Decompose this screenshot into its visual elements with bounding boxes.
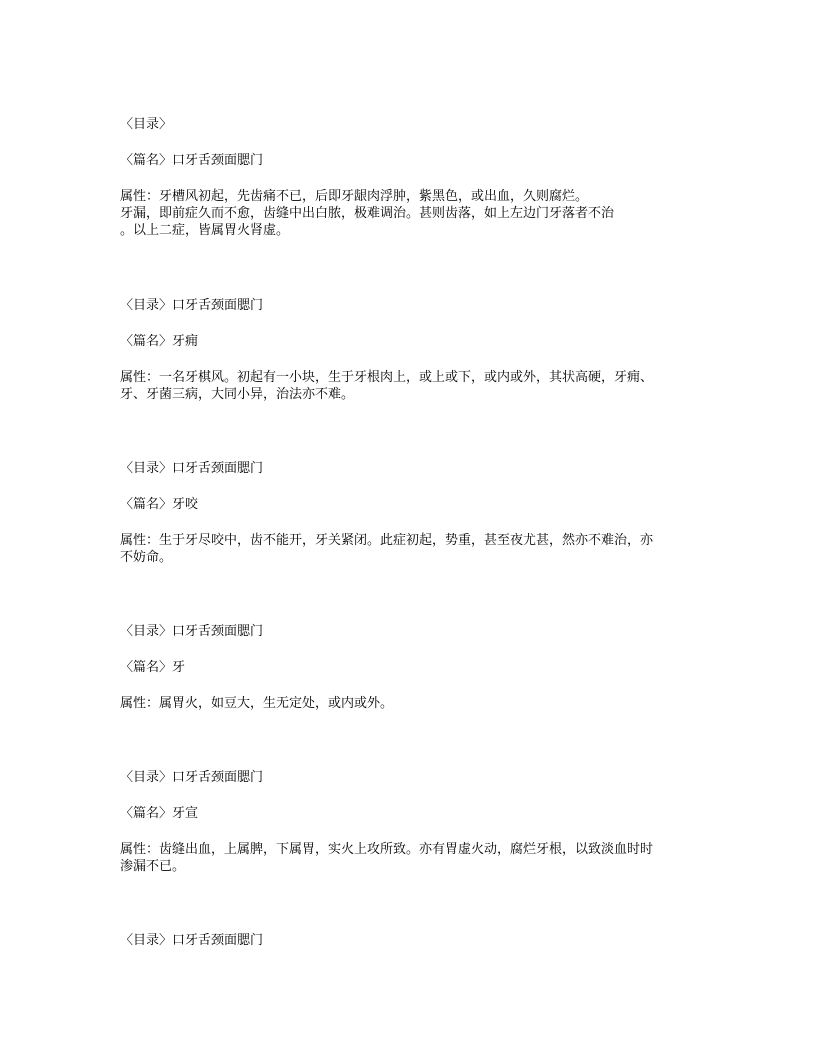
- attribute-line: 渗漏不已。: [120, 859, 186, 874]
- toc-heading: 〈目录〉口牙舌颈面腮门: [120, 298, 264, 313]
- attribute-line: 属性：齿缝出血，上属脾，下属胃，实火上攻所致。亦有胃虚火动，腐烂牙根，以致淡血时时: [120, 842, 654, 857]
- attribute-line: 属性：生于牙尽咬中，齿不能开，牙关紧闭。此症初起，势重，甚至夜尤甚，然亦不难治，亦: [120, 533, 654, 548]
- toc-heading: 〈目录〉口牙舌颈面腮门: [120, 461, 264, 476]
- section-title: 〈篇名〉口牙舌颈面腮门: [120, 153, 264, 168]
- toc-heading: 〈目录〉口牙舌颈面腮门: [120, 624, 264, 639]
- attribute-line: 牙、牙菌三病，大同小异，治法亦不难。: [120, 387, 355, 402]
- toc-heading: 〈目录〉: [120, 117, 173, 132]
- toc-heading: 〈目录〉口牙舌颈面腮门: [120, 933, 264, 948]
- section-title: 〈篇名〉牙: [120, 660, 186, 675]
- section-title: 〈篇名〉牙痈: [120, 334, 199, 349]
- attribute-line: 属性：牙槽风初起，先齿痛不已，后即牙龈肉浮肿，紫黑色，或出血，久则腐烂。: [120, 189, 589, 204]
- section-title: 〈篇名〉牙咬: [120, 497, 199, 512]
- attribute-line: 属性：属胃火，如豆大，生无定处，或内或外。: [120, 696, 394, 711]
- section-title: 〈篇名〉牙宣: [120, 806, 199, 821]
- toc-heading: 〈目录〉口牙舌颈面腮门: [120, 770, 264, 785]
- attribute-line: 不妨命。: [120, 550, 173, 565]
- attribute-line: 牙漏，即前症久而不愈，齿缝中出白脓，极难调治。甚则齿落，如上左边门牙落者不治: [120, 206, 615, 221]
- attribute-line: 属性：一名牙棋风。初起有一小块，生于牙根肉上，或上或下，或内或外，其状高硬，牙痈、: [120, 370, 654, 385]
- attribute-line: 。以上二症，皆属胃火肾虚。: [120, 223, 290, 238]
